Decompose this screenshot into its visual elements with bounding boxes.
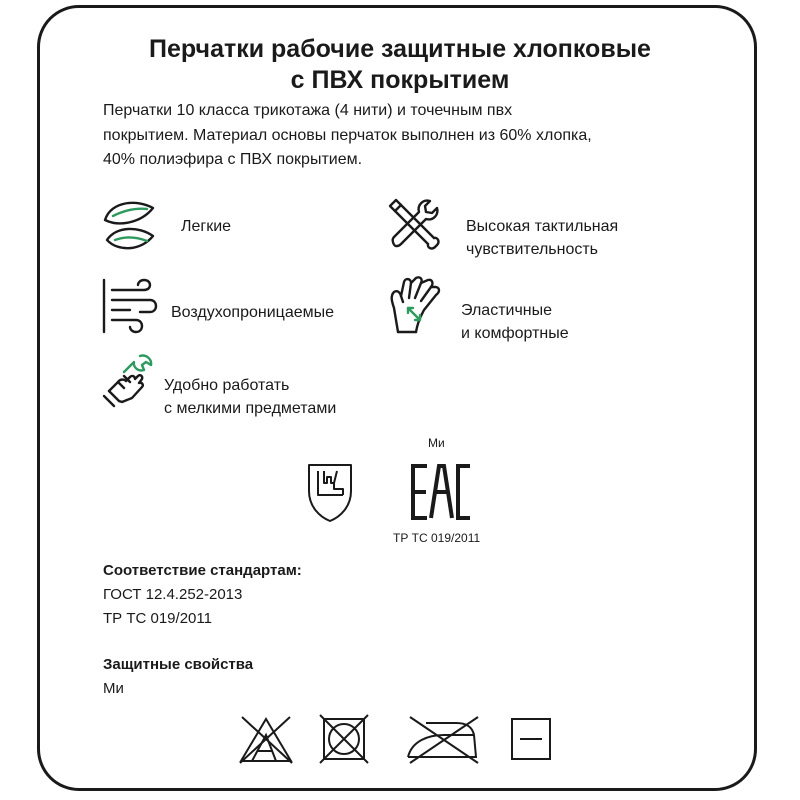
feature-light-label: Легкие [181,218,232,235]
leaf-icon [101,196,159,254]
no-bleach-icon [236,713,296,765]
feature-breathable-label: Воздухопроницаемые [171,304,335,321]
tools-icon [386,196,442,252]
feature-tactile-line2: чувствительность [466,241,599,258]
product-title-line1: Перчатки рабочие защитные хлопковые [149,35,651,63]
description-line2: покрытием. Материал основы перчаток выполнен из 60% хлопка, [103,127,592,144]
no-tumble-dry-icon [318,713,370,765]
protection-code: Ми [428,436,445,450]
eac-caption: ТР ТС 019/2011 [393,531,481,545]
feature-elastic-line1: Эластичные [461,302,553,319]
description-line3: 40% полиэфира с ПВХ покрытием. [103,151,363,168]
feature-small-items-line1: Удобно работать [164,377,290,394]
protective-properties-heading: Защитные свойства [103,656,254,673]
description-line1: Перчатки 10 класса трикотажа (4 нити) и точечным пвх [103,102,513,119]
feature-elastic-line2: и комфортные [461,325,569,342]
eac-mark-icon [410,463,472,521]
stretch-glove-icon [386,274,444,336]
no-iron-icon [402,713,486,765]
hand-wrench-icon [100,352,156,408]
wind-icon [100,276,160,336]
protective-properties-value: Ми [103,680,124,697]
standard-item: ГОСТ 12.4.252-2013 [103,586,243,603]
feature-tactile-line1: Высокая тактильная [466,218,619,235]
feature-small-items-line2: с мелкими предметами [164,400,337,417]
product-title-line2: с ПВХ покрытием [290,66,510,94]
flat-dry-icon [508,713,554,765]
standards-heading: Соответствие стандартам: [103,562,302,579]
standard-item: ТР ТС 019/2011 [103,610,212,627]
protection-shield-icon [305,461,355,523]
